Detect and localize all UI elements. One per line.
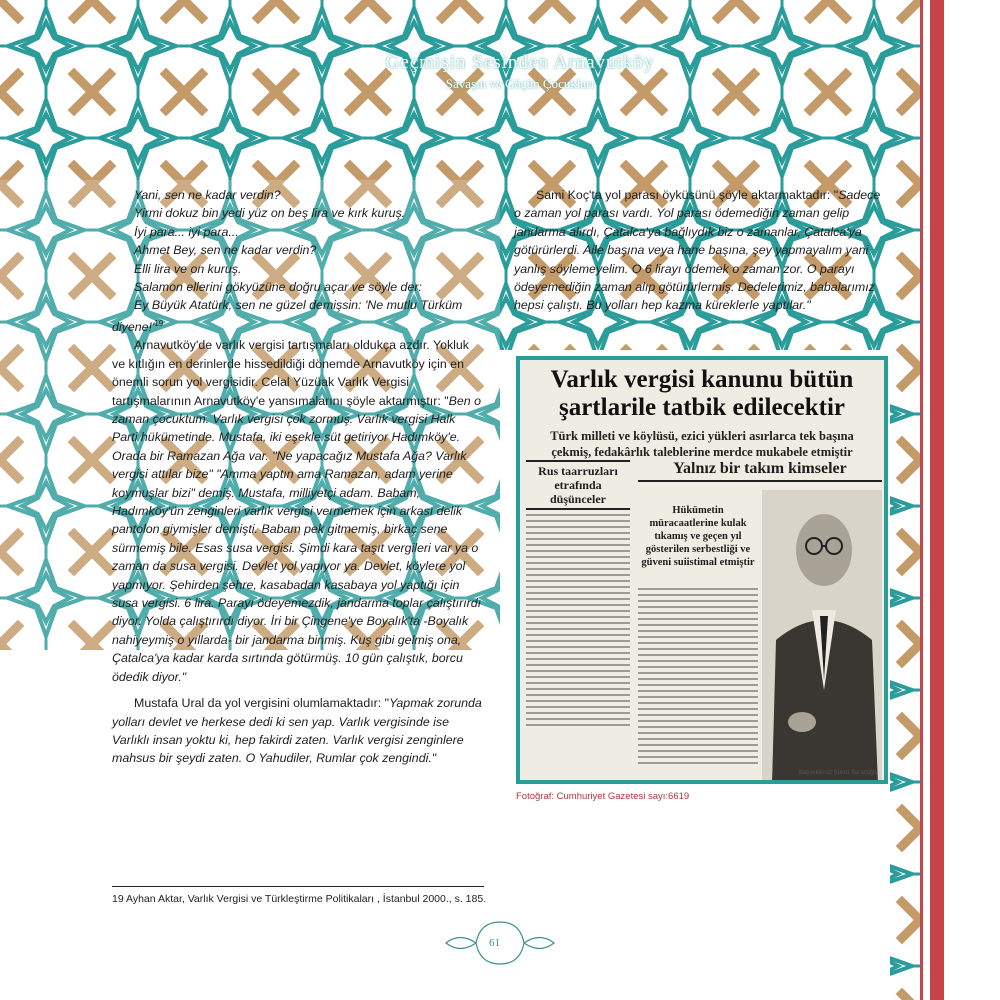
page-number: 61 xyxy=(489,937,500,949)
header-title: Geçmişin Sesinden Arnavutköy xyxy=(385,52,655,73)
header-subtitle: Savaşın ve Göçün Çocukları xyxy=(445,76,595,91)
paragraph: Sami Koç'ta yol parası öyküsünü şöyle aktarmaktadır: "Sadece o zaman yol parası vardı. Yol parası ödemediğin zaman gelip jandarma alırdı, Çatalca'ya bağlıydık biz o zamanlar, Çatalca'ya götürürlerdi. Aile başına veya hane başına, şey yapmayalım yani yanlış söylemeyelim. O 6 lirayı ödemek o zaman zor. O parayı ödeyemediğin zaman alıp götürürlermiş. Dedelerimiz, babalarımız hepsi çalıştı. Bu yolları hep kazma küreklerle yaptılar." xyxy=(514,188,881,313)
dialogue-line: Yirmi dokuz bin yedi yüz on beş lira ve kırk kuruş. xyxy=(134,206,406,221)
footnote-divider xyxy=(112,886,484,887)
red-border-line xyxy=(920,0,923,1000)
photo-caption: Fotoğraf: Cumhuriyet Gazetesi sayı:6619 xyxy=(516,791,690,802)
dialogue-line: Yani, sen ne kadar verdin? xyxy=(134,188,281,202)
newspaper-clipping xyxy=(520,360,884,780)
newspaper-photo xyxy=(516,356,888,784)
footnote: 19 Ayhan Aktar, Varlık Vergisi ve Türkleştirme Politikaları , İstanbul 2000., s. 185. xyxy=(112,893,487,905)
paragraph: Arnavutköy'de varlık vergisi tartışmaları oldukça azdır. Yokluk ve kıtlığın en derinlerde hissedildiği dönemde Arnavutköy için en önemli sorun yol vergisidir. Celal Yüzüak Varlık Vergisi tartışmalarının Arnavutköy'e yansımalarını şöyle aktarmıştır: "Ben o zaman çocuktum. Varlık vergisi çok zormuş. Varlık vergisi Halk Parti hükümetinde. Mustafa, iki eşekle süt getiriyor Hadımköy'e. Orada bir Ramazan Ağa var. "Ne yapacağız Mustafa Ağa? Varlık vergisi attılar bize" "Amma yaptın ama Ramazan, adam yerine koymuşlar bizi" demiş. Mustafa, milliyetçi adam. Babam, Hadımköy'ün zenginleri varlık vergisi vermemek için arkası delik pantolon giymişler demişti. Babam pek gitmemiş, birkaç sene sürmemiş bile. Esas susa vergisi. Şimdi kara taşıt vergileri var ya o zaman da susa vergisi. Devlet yol yapıyor ya. Devlet, köylere yol yapmıyor. Şehirden şehre, kasabadan kasabaya yol yaptığı için susa vergisi. 6 lira. Parayı ödeyemezdik, jandarma toplar çalıştırırdı diyor. Yolda çalıştırırdı diyor. İri bir Çingene'ye Boyalık'ta -Boyalık nahiyeymiş o yıllarda- bir jandarma binmiş. Kuş gibi gelmiş ona, Çatalca'ya kadar karda sırtında götürmüş. 10 gün çalıştık, borcu ödedik diyor." xyxy=(112,338,482,684)
page-number-ornament xyxy=(440,920,560,966)
red-border-band xyxy=(930,0,944,1000)
newspaper-subheadline: Türk milleti ve köylüsü, ezici yükleri asırlarca tek başına çekmiş, fedakârlık taleblerine merdce mukabele etmiştir xyxy=(550,429,854,459)
dialogue-line: Ey Büyük Atatürk, sen ne güzel demişsin: 'Ne mutlu Türküm $diyene!'^{19}$ xyxy=(112,298,463,334)
newspaper-headline: Varlık vergisi kanunu bütün şartlarile tatbik edilecektir xyxy=(550,366,854,421)
left-column-text xyxy=(112,186,482,768)
newspaper-box-text: Hükümetin müracaatlerine kulak tıkamış ve geçen yıl gösterilen serbestliği ve güveni suiistimal etmiştir xyxy=(641,505,755,568)
footnote-ref: 19 xyxy=(154,318,164,328)
newspaper-left-column xyxy=(526,460,630,730)
right-column-text xyxy=(514,186,888,315)
dialogue-line: Elli lira ve on kuruş. xyxy=(134,261,242,276)
dialogue-line: Ahmet Bey, sen ne kadar verdin? xyxy=(134,243,317,258)
newspaper-caption: Başvekilimiz Şükrü Saracoğlu xyxy=(798,770,878,776)
newspaper-right-column xyxy=(638,460,882,568)
newspaper-right-head: Yalnız bir takım kimseler xyxy=(638,460,882,482)
portrait-photo xyxy=(762,490,882,780)
paragraph: Mustafa Ural da yol vergisini olumlamaktadır: "Yapmak zorunda yolları devlet ve herkese dedi ki sen yap. Varlık vergisinde ise Varlıklı insan yoktu ki, hep fakirdi zaten. Varlık vergisi zenginlere mahsus bir şeydi zaten. O Yahudiler, Rumlar çok zengindi." xyxy=(112,696,482,766)
dialogue-line: Salamon ellerini gökyüzüne doğru açar ve söyle der: xyxy=(134,280,422,295)
newspaper-left-head: Rus taarruzları etrafında düşünceler xyxy=(526,460,630,510)
running-header xyxy=(300,52,740,92)
dialogue-line: İyi para... iyi para... xyxy=(134,224,239,239)
